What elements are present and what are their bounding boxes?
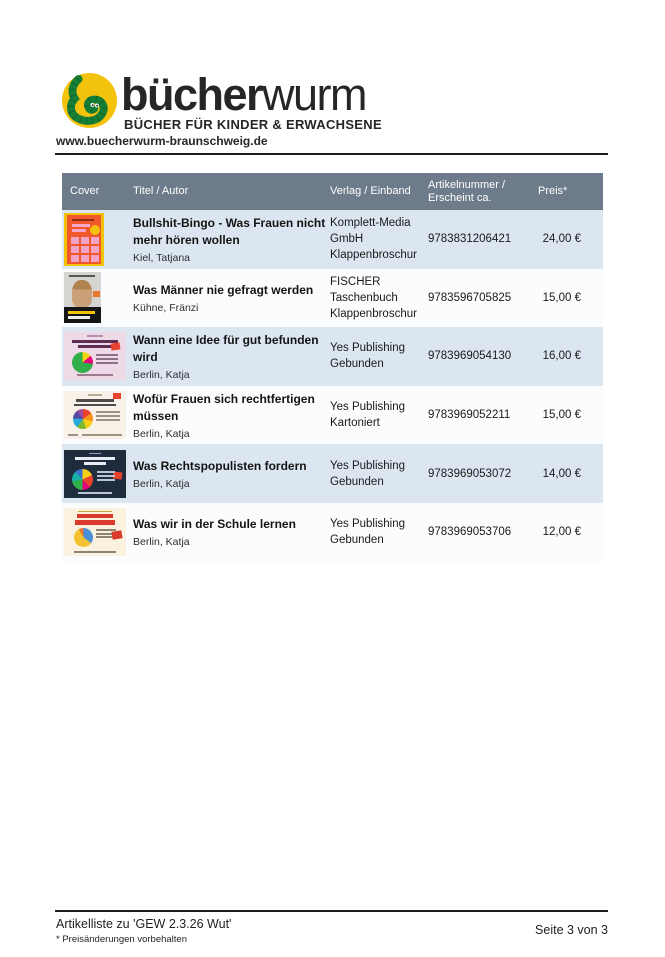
cover-thumbnail <box>64 332 126 380</box>
worm-logo-icon <box>62 73 117 128</box>
book-binding: Gebunden <box>330 475 384 488</box>
column-header-cover: Cover <box>70 185 100 197</box>
cover-badge-icon <box>111 343 121 351</box>
table-row <box>62 327 603 386</box>
book-title: Was Männer nie gefragt werden <box>133 282 314 297</box>
article-table <box>62 173 603 562</box>
book-binding: Klappenbroschur <box>330 307 417 320</box>
column-header-title-author: Titel / Autor <box>133 185 189 197</box>
book-article-number: 9783969053072 <box>428 467 512 480</box>
book-publisher: Yes Publishing <box>330 518 406 531</box>
buecherwurm-logo <box>62 73 117 128</box>
book-title: Was Rechtspopulisten fordern <box>133 458 307 473</box>
price-change-note: * Preisänderungen vorbehalten <box>56 934 187 945</box>
book-author: Berlin, Katja <box>133 427 190 440</box>
brand-tagline: BÜCHER FÜR KINDER & ERWACHSENE <box>124 117 382 132</box>
book-author: Berlin, Katja <box>133 536 190 549</box>
book-binding: Klappenbroschur <box>330 249 417 262</box>
table-row <box>62 210 603 269</box>
footer-divider-line <box>55 910 608 912</box>
book-publisher: FISCHER Taschenbuch <box>330 275 398 304</box>
book-article-number: 9783831206421 <box>428 233 512 246</box>
book-title: Wann eine Idee für gut befunden wird <box>133 332 319 364</box>
book-price: 24,00 € <box>542 233 581 246</box>
book-price: 16,00 € <box>542 350 581 363</box>
book-author: Berlin, Katja <box>133 368 190 381</box>
cover-thumbnail <box>64 272 101 323</box>
website-url[interactable]: www.buecherwurm-braunschweig.de <box>56 134 268 148</box>
cover-pie-chart-graphic <box>72 352 93 373</box>
book-price: 14,00 € <box>542 467 581 480</box>
page-indicator: Seite 3 von 3 <box>535 923 608 937</box>
brand-light-part: wurm <box>262 69 367 120</box>
brand-bold-part: bücher <box>121 69 263 120</box>
book-price: 12,00 € <box>542 526 581 539</box>
book-article-number: 9783969053706 <box>428 526 512 539</box>
article-list-title: Artikelliste zu 'GEW 2.3.26 Wut' <box>56 917 232 931</box>
book-article-number: 9783596705825 <box>428 291 512 304</box>
book-binding: Gebunden <box>330 358 384 371</box>
book-publisher: Yes Publishing <box>330 401 406 414</box>
brand-wordmark <box>121 69 367 120</box>
table-header-row <box>62 173 603 210</box>
cover-thumbnail <box>64 508 126 556</box>
book-title: Wofür Frauen sich rechtfertigen müssen <box>133 391 315 423</box>
table-row <box>62 386 603 445</box>
column-header-price: Preis* <box>538 185 568 197</box>
cover-pie-chart-graphic <box>73 409 93 429</box>
cover-badge-icon <box>113 393 121 399</box>
book-article-number: 9783969054130 <box>428 350 512 363</box>
book-title: Bullshit-Bingo - Was Frauen nicht mehr hören wollen <box>133 215 326 247</box>
book-article-number: 9783969052211 <box>428 409 511 422</box>
cover-thumbnail <box>64 450 126 498</box>
header-divider-line <box>55 153 608 155</box>
cover-thumbnail <box>64 391 126 439</box>
cover-pie-chart-graphic <box>74 528 93 547</box>
cover-thumbnail <box>64 213 104 266</box>
cover-badge-icon <box>90 225 100 235</box>
table-row <box>62 444 603 503</box>
book-publisher: Komplett-Media GmbH <box>330 217 411 246</box>
book-title: Was wir in der Schule lernen <box>133 517 296 532</box>
table-row <box>62 503 603 562</box>
cover-badge-icon <box>93 291 100 297</box>
book-price: 15,00 € <box>542 409 581 422</box>
table-row <box>62 269 603 328</box>
book-binding: Kartoniert <box>330 417 380 430</box>
cover-badge-icon <box>111 530 122 540</box>
book-price: 15,00 € <box>542 291 581 304</box>
book-author: Kühne, Fränzi <box>133 301 199 314</box>
column-header-publisher-binding: Verlag / Einband <box>330 185 411 197</box>
book-author: Kiel, Tatjana <box>133 251 191 264</box>
book-publisher: Yes Publishing <box>330 342 406 355</box>
book-author: Berlin, Katja <box>133 477 190 490</box>
book-binding: Gebunden <box>330 534 384 547</box>
column-header-article-number: Artikelnummer / Erscheint ca. <box>428 178 506 204</box>
book-publisher: Yes Publishing <box>330 459 406 472</box>
cover-pie-chart-graphic <box>72 469 93 490</box>
